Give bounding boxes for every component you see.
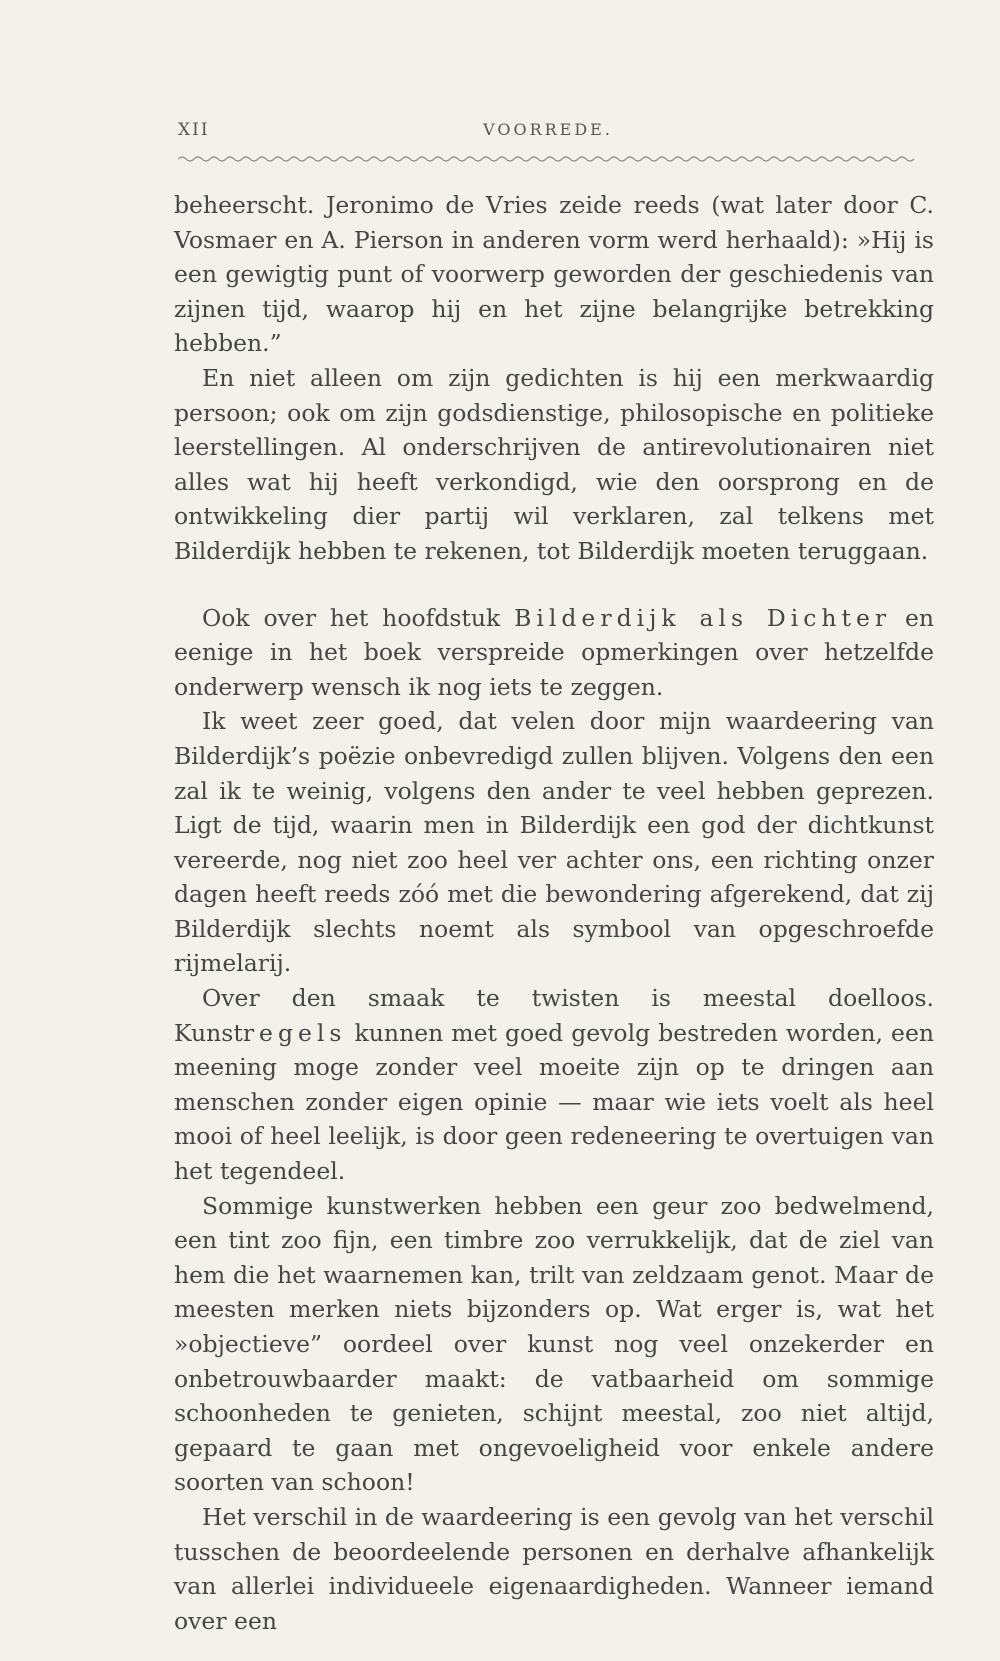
wavy-rule-ornament xyxy=(178,154,918,164)
page-number: XII xyxy=(178,120,210,140)
paragraph: beheerscht. Jeronimo de Vries zeide reeds (wat later door C. Vosmaer en A. Pierson in anderen vorm werd herhaald): »Hij is een gewigtig punt of voorwerp geworden der geschiedenis van zijnen tijd, waarop hij en het zijne belangrijke betrekking hebben.” xyxy=(174,191,934,358)
chapter-reference: Bilderdijk als Dichter xyxy=(514,603,892,632)
running-title: VOORREDE. xyxy=(483,120,613,139)
paragraph-text: kunnen met goed gevolg bestreden worden, een meening moge zonder veel moeite zijn op te dringen aan menschen zonder eigen opinie — maar wie iets voelt als heel mooi of heel leelijk, is door geen redeneering te overtuigen van het tegendeel. xyxy=(174,1018,934,1186)
paragraph-text: Over den smaak te twisten is meestal doelloos. Kunst xyxy=(174,984,934,1047)
paragraph: Ik weet zeer goed, dat velen door mijn waardeering van Bilderdijk’s poëzie onbevredigd zullen blijven. Volgens den een zal ik te weinig, volgens den ander te veel hebben geprezen. Ligt de tijd, waarin men in Bilderdijk een god der dichtkunst vereerde, nog niet zoo heel ver achter ons, een richting onzer dagen heeft reeds zóó met die bewondering afgerekend, dat zij Bilderdijk slechts noemt als symbool van opgeschroefde rijmelarij. xyxy=(174,707,934,978)
running-header xyxy=(178,120,918,148)
body-text xyxy=(174,188,934,1638)
paragraph xyxy=(174,981,934,1189)
paragraph: En niet alleen om zijn gedichten is hij een merkwaardig persoon; ook om zijn godsdienstige, philosopische en politieke leerstellingen. Al onderschrijven de antirevolutionairen niet alles wat hij heeft verkondigd, wie den oorsprong en de ontwikkeling dier partij wil verklaren, zal telkens met Bilderdijk hebben te rekenen, tot Bilderdijk moeten teruggaan. xyxy=(174,363,934,565)
paragraph xyxy=(174,601,934,705)
paragraph-text: Ook over het hoofdstuk xyxy=(202,603,515,632)
paragraph-text: en eenige in het boek verspreide opmerkingen over hetzelfde onderwerp wensch ik nog iets te zeggen. xyxy=(174,603,935,701)
paragraph: Het verschil in de waardeering is een gevolg van het verschil tusschen de beoordeelende personen en derhalve afhankelijk van allerlei individueele eigenaardigheden. Wanneer iemand over een xyxy=(174,1502,934,1635)
paragraph: Sommige kunstwerken hebben een geur zoo bedwelmend, een tint zoo fijn, een timbre zoo verrukkelijk, dat de ziel van hem die het waarnemen kan, trilt van zeldzaam genot. Maar de meesten merken niets bijzonders op. Wat erger is, wat het »objectieve” oordeel over kunst nog veel onzekerder en onbetrouwbaarder maakt: de vatbaarheid om sommige schoonheden te genieten, schijnt meestal, zoo niet altijd, gepaard te gaan met ongevoeligheid voor enkele andere soorten van schoon! xyxy=(174,1191,934,1497)
emphasized-word: regels xyxy=(242,1018,347,1047)
